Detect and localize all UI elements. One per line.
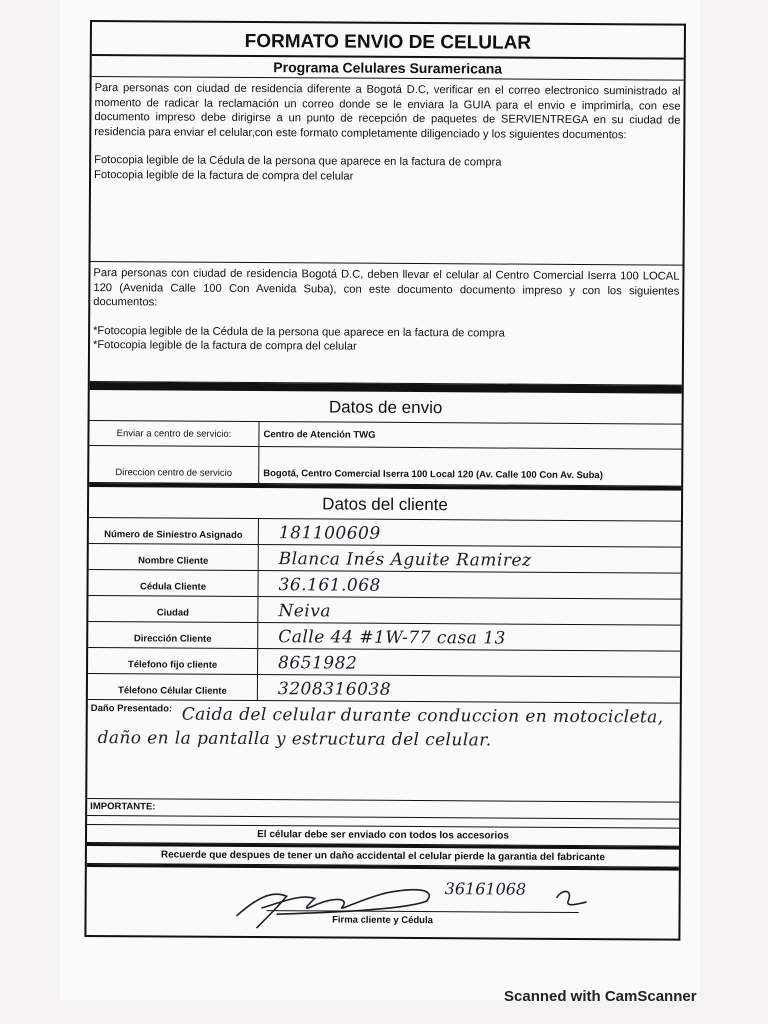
cliente-row-telefono-celular — [88, 674, 680, 704]
field-label: Enviar a centro de servicio: — [89, 421, 259, 446]
cliente-row-telefono-fijo — [88, 648, 680, 678]
requirement-item: Fotocopia legible de la Cédula de la persona que aparece en la factura de compra — [94, 154, 502, 169]
handwritten-value: 181100609 — [278, 523, 381, 544]
field-label: Daño Presentado: — [90, 703, 173, 715]
form-subtitle: Programa Celulares Suramericana — [92, 56, 684, 81]
instructions-bogota — [90, 262, 683, 386]
cliente-row-siniestro — [89, 518, 681, 548]
requirement-item: *Fotocopia legible de la Cédula de la persona que aparece en la factura de compra — [93, 324, 505, 340]
instructions-text: Para personas con ciudad de residencia diferente a Bogotá D.C, verificar en el correo electronico suministrado al momento de radicar la reclamación un correo donde se le enviara la GUIA para el envio e imprimirla, con ese documento impreso debe dirigirse a un punto de recepción de paquetes de SERVIENTREGA en su ciudad de residencia para enviar el celular,con este formato completamente diligenciado y los siguientes documentos: — [94, 82, 681, 141]
signature-image — [86, 867, 682, 939]
field-label: Direccion centro de servicio — [89, 446, 259, 483]
handwritten-value: Blanca Inés Aguite Ramirez — [278, 549, 532, 571]
section-title-envio: Datos de envio — [90, 390, 682, 425]
scanner-watermark: Scanned with CamScanner — [504, 988, 697, 1005]
field-label: Número de Siniestro Asignado — [89, 518, 259, 544]
envio-row-centro — [89, 421, 681, 450]
requirement-item: *Fotocopia legible de la factura de compra del celular — [92, 339, 357, 353]
signature-cedula: 36161068 — [444, 879, 527, 899]
handwritten-value: 36.161.068 — [278, 575, 381, 596]
signature-label: Firma cliente y Cédula — [332, 914, 433, 927]
envio-row-direccion — [89, 446, 681, 487]
field-label: Télefono fijo cliente — [88, 648, 258, 674]
field-value: Centro de Atención TWG — [263, 428, 376, 441]
field-label: Cédula Cliente — [88, 570, 258, 596]
field-label: Nombre Cliente — [89, 544, 259, 570]
important-note: Recuerde que despues de tener un daño accidental el celular pierde la garantia del fabricante — [87, 846, 679, 868]
instructions-text: Para personas con ciudad de residencia Bogotá D.C, deben llevar el celular al Centro Comercial Iserra 100 LOCAL 120 (Avenida Calle 100 Con Avenida Suba), con este documento documento impreso y con los siguientes documentos: — [93, 267, 680, 309]
signature-area — [86, 867, 678, 939]
cliente-row-direccion — [88, 622, 680, 652]
field-label: Dirección Cliente — [88, 622, 258, 648]
important-note: El célular debe ser enviado con todos los accesorios — [87, 825, 679, 847]
field-label: Télefono Célular Cliente — [88, 674, 258, 700]
damage-description — [87, 700, 680, 803]
handwritten-value: Neiva — [278, 601, 332, 622]
instructions-outside-bogota — [91, 77, 684, 266]
cliente-row-nombre — [89, 544, 681, 574]
handwritten-value: 8651982 — [278, 653, 358, 674]
requirement-item: Fotocopia legible de la factura de compra del celular — [94, 168, 354, 183]
cliente-row-ciudad — [88, 596, 680, 626]
handwritten-value: Caida del celular durante conduccion en motocicleta, daño en la pantalla y estructura del celular. — [97, 704, 664, 751]
field-value: Bogotá, Centro Comercial Iserra 100 Local 120 (Av. Calle 100 Con Av. Suba) — [263, 468, 603, 482]
handwritten-value: Calle 44 #1W-77 casa 13 — [278, 627, 506, 649]
important-label: IMPORTANTE: — [87, 799, 679, 820]
field-label: Ciudad — [88, 596, 258, 622]
handwritten-value: 3208316038 — [277, 679, 392, 700]
shipping-form — [84, 20, 686, 941]
section-title-cliente: Datos del cliente — [89, 487, 681, 522]
cliente-row-cedula — [88, 570, 680, 600]
form-title: FORMATO ENVIO DE CELULAR — [92, 22, 684, 60]
